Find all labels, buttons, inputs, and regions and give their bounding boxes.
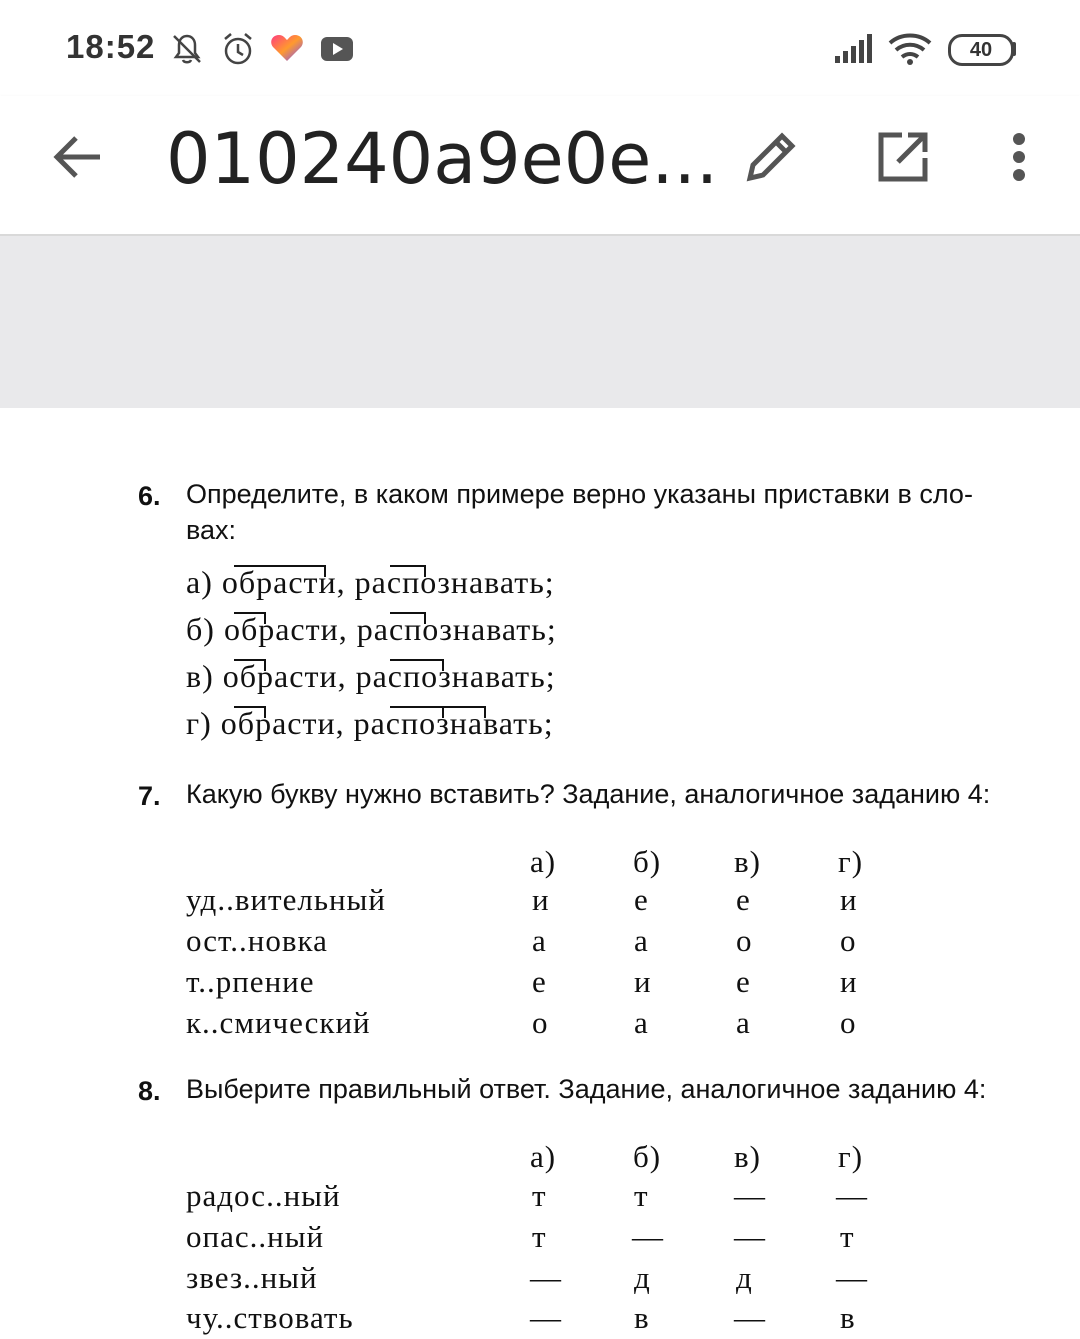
table-7-header: а)	[530, 844, 557, 879]
question-7-number: 7.	[138, 781, 161, 811]
table-7-cell: а	[532, 923, 547, 958]
table-8-word: звез..ный	[186, 1260, 318, 1295]
heart-app-icon	[270, 33, 304, 63]
table-8-word: радос..ный	[186, 1178, 341, 1213]
viewer-top-area	[0, 236, 1080, 408]
prefix-mark	[390, 565, 426, 577]
app-bar	[0, 96, 1080, 236]
table-7-cell: и	[840, 882, 858, 917]
edit-pencil-icon[interactable]	[744, 130, 798, 184]
table-7-header: в)	[734, 844, 761, 879]
table-8-cell: д	[634, 1260, 651, 1295]
table-8-cell: д	[736, 1260, 753, 1295]
table-7-word: т..рпение	[186, 964, 315, 999]
table-8-cell: —	[734, 1219, 766, 1254]
table-7-header: г)	[838, 844, 864, 879]
table-8-word: опас..ный	[186, 1219, 325, 1254]
table-7-cell: е	[736, 964, 751, 999]
prefix-mark	[390, 659, 444, 671]
question-6-option-d: г) обрасти, распознавать;	[186, 705, 554, 741]
more-vert-icon[interactable]	[1008, 132, 1030, 182]
table-7-cell: и	[634, 964, 652, 999]
table-8-header: б)	[633, 1139, 662, 1174]
document-title: 010240a9e0e...	[166, 118, 719, 200]
table-8-header: в)	[734, 1139, 761, 1174]
table-7-cell: е	[634, 882, 649, 917]
status-bar	[0, 0, 1080, 96]
table-7-word: к..смический	[186, 1005, 371, 1040]
prefix-mark	[234, 659, 266, 671]
prefix-mark	[390, 706, 444, 718]
table-7-word: уд..вительный	[186, 882, 386, 917]
table-8-cell: т	[840, 1219, 855, 1254]
question-8-text: Выберите правильный ответ. Задание, аналогичное заданию 4:	[186, 1074, 987, 1104]
back-arrow-icon[interactable]	[52, 134, 104, 180]
table-8-cell: —	[836, 1260, 868, 1295]
table-8-cell: т	[634, 1178, 649, 1213]
table-7-cell: о	[532, 1005, 549, 1040]
table-8-cell: —	[530, 1260, 562, 1295]
table-8-cell: т	[532, 1178, 547, 1213]
table-7-cell: е	[736, 882, 751, 917]
youtube-icon	[320, 36, 354, 62]
question-6-text-line2: вах:	[186, 515, 237, 545]
table-7-cell: о	[736, 923, 753, 958]
table-7-cell: о	[840, 923, 857, 958]
wifi-icon	[888, 32, 932, 66]
table-7-header: б)	[633, 844, 662, 879]
table-8-cell: —	[734, 1300, 766, 1335]
table-7-cell: и	[840, 964, 858, 999]
prefix-mark	[390, 612, 426, 624]
table-7-cell: о	[840, 1005, 857, 1040]
document-page[interactable]	[0, 408, 1080, 1339]
table-8-cell: —	[530, 1300, 562, 1335]
question-6-number: 6.	[138, 481, 161, 511]
question-6-option-b: б) обрасти, распознавать;	[186, 611, 557, 647]
battery-tip	[1012, 42, 1016, 56]
question-6-option-c: в) обрасти, распознавать;	[186, 658, 556, 694]
table-8-cell: —	[734, 1178, 766, 1213]
table-8-cell: —	[632, 1219, 664, 1254]
question-7-text: Какую букву нужно вставить? Задание, аналогичное заданию 4:	[186, 779, 991, 809]
table-7-cell: а	[736, 1005, 751, 1040]
table-7-word: ост..новка	[186, 923, 328, 958]
battery-level: 40	[969, 39, 993, 61]
table-7-cell: а	[634, 1005, 649, 1040]
table-8-header: г)	[838, 1139, 864, 1174]
alarm-icon	[220, 31, 256, 67]
table-7-cell: и	[532, 882, 550, 917]
table-8-header: а)	[530, 1139, 557, 1174]
prefix-mark	[234, 706, 266, 718]
battery-icon	[948, 34, 1014, 66]
table-7-cell: е	[532, 964, 547, 999]
bell-off-icon	[170, 32, 204, 66]
table-8-cell: т	[532, 1219, 547, 1254]
prefix-mark	[442, 706, 486, 718]
table-7-cell: а	[634, 923, 649, 958]
signal-icon	[834, 32, 876, 64]
question-6-text-line1: Определите, в каком примере верно указаны приставки в сло-	[186, 479, 973, 509]
status-time: 18:52	[66, 28, 156, 65]
table-8-cell: в	[634, 1300, 650, 1335]
prefix-mark	[234, 565, 326, 577]
open-external-icon[interactable]	[876, 130, 930, 184]
question-6-option-a: а) обрасти, распознавать;	[186, 564, 555, 600]
table-8-word: чу..ствовать	[186, 1300, 354, 1335]
prefix-mark	[234, 612, 266, 624]
question-8-number: 8.	[138, 1076, 161, 1106]
table-8-cell: в	[840, 1300, 856, 1335]
table-8-cell: —	[836, 1178, 868, 1213]
